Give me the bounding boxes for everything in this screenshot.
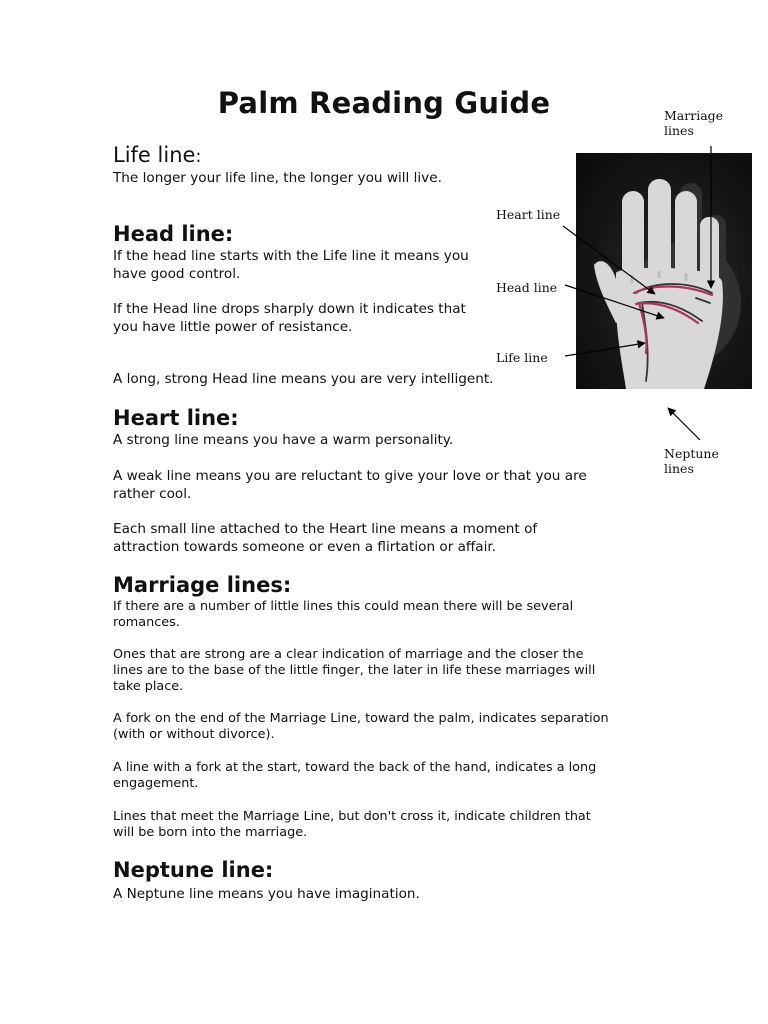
marriage-para-5 [113,809,591,841]
head-line-para-3: A long, strong Head line means you are very intelligent. [113,371,494,387]
life-line-heading-text: Life line [113,143,196,167]
marriage-lines-label-line-1: Marriage [664,108,724,123]
heart-line-para-2 [113,468,587,503]
neptune-lines-label [664,446,719,476]
neptune-line-heading: Neptune line: [113,858,274,882]
marriage-para-3 [113,711,609,743]
neptune-lines-arrow [668,408,700,440]
marriage-para-5-line-1: Lines that meet the Marriage Line, but don't cross it, indicate children that [113,809,591,824]
marriage-para-3-line-1: A fork on the end of the Marriage Line, toward the palm, indicates separation [113,711,609,726]
life-line-text: The longer your life line, the longer you will live. [113,170,442,186]
head-line-para-1 [113,248,469,283]
heart-line-para-3 [113,521,537,556]
heart-line-para-2-line-1: A weak line means you are reluctant to give your love or that you are [113,468,587,484]
marriage-lines-label [664,108,723,138]
marriage-para-2 [113,647,595,695]
marriage-para-2-line-1: Ones that are strong are a clear indication of marriage and the closer the [113,647,584,662]
page-title: Palm Reading Guide [217,86,551,120]
head-line-para-1-line-2: have good control. [113,265,241,282]
heart-line-para-3-line-1: Each small line attached to the Heart line means a moment of [113,521,538,537]
life-line-heading-colon: : [195,146,202,167]
marriage-lines-heading: Marriage lines: [113,573,292,597]
marriage-para-3-line-2: (with or without divorce). [113,727,275,742]
marriage-para-4-line-2: engagement. [113,776,199,791]
marriage-para-1-line-2: romances. [113,615,180,630]
marriage-para-4-line-1: A line with a fork at the start, toward the back of the hand, indicates a long [113,760,597,775]
life-line-label: Life line [496,350,548,365]
head-line-heading: Head line: [113,222,234,246]
heart-line-label: Heart line [496,207,561,222]
marriage-para-1-line-1: If there are a number of little lines this could mean there will be several [113,599,574,614]
head-line-label: Head line [496,280,558,295]
neptune-line-text: A Neptune line means you have imagination. [113,886,420,902]
neptune-lines-label-line-1: Neptune [664,446,719,461]
head-line-para-1-line-1: If the head line starts with the Life line it means you [113,248,469,264]
heart-line-heading: Heart line: [113,406,239,430]
marriage-para-4 [113,760,596,792]
heart-line-para-2-line-2: rather cool. [113,485,192,502]
heart-line-para-1: A strong line means you have a warm personality. [113,432,454,448]
life-line-heading [113,143,202,167]
head-line-para-2 [113,301,466,336]
heart-line-para-3-line-2: attraction towards someone or even a flirtation or affair. [113,538,497,555]
marriage-para-2-line-3: take place. [113,679,184,694]
marriage-para-1 [113,599,573,631]
marriage-para-2-line-2: lines are to the base of the little finger, the later in life these marriages will [113,663,596,678]
head-line-para-2-line-2: you have little power of resistance. [113,318,353,335]
head-line-para-2-line-1: If the Head line drops sharply down it indicates that [113,301,466,317]
marriage-lines-label-line-2: lines [664,123,694,138]
palm-photo [576,153,752,389]
neptune-lines-label-line-2: lines [664,461,694,476]
marriage-para-5-line-2: will be born into the marriage. [113,825,308,840]
palm-illustration [576,153,752,389]
